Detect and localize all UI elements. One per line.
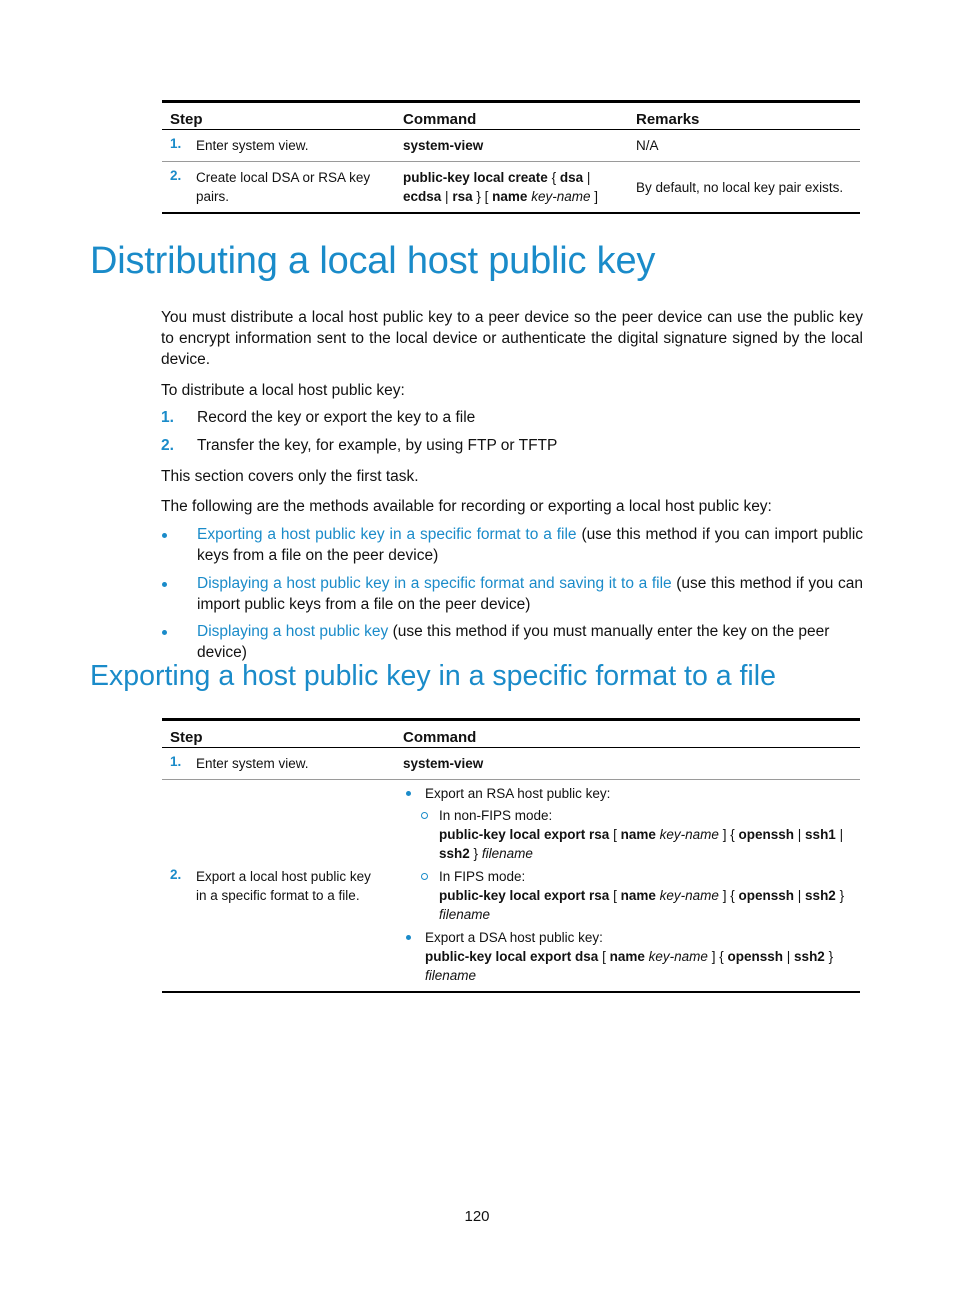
list-item — [161, 407, 863, 428]
step-desc: Enter system view. — [196, 138, 309, 153]
step-number: 2. — [161, 437, 174, 454]
step-text: Transfer the key, for example, by using FTP or TFTP — [197, 437, 558, 454]
section-title: Distributing a local host public key — [90, 240, 656, 282]
table-row — [162, 130, 860, 162]
methods-lead: The following are the methods available for recording or exporting a local host public key: — [161, 498, 772, 515]
fips-option — [421, 867, 852, 924]
table-row — [162, 162, 860, 214]
nonfips-label: In non-FIPS mode: — [439, 808, 553, 823]
circle-bullet-icon — [421, 873, 428, 880]
dsa-command: public-key local export dsa [ name key-name ] { openssh | ssh2 } filename — [425, 949, 834, 983]
dsa-label: Export a DSA host public key: — [425, 930, 603, 945]
method-desc: (use this method if you can import public keys from a file on the peer device) — [197, 526, 864, 564]
table-step-command — [162, 718, 860, 993]
header-command: Command — [395, 102, 628, 130]
method-desc: (use this method if you must manually enter the key on the peer device) — [197, 623, 830, 661]
step-number: 2. — [170, 866, 182, 882]
subsection-title: Exporting a host public key in a specific format to a file — [90, 660, 776, 692]
list-item — [161, 524, 863, 566]
remarks-text: N/A — [628, 130, 860, 162]
table-step-command-remarks — [162, 100, 860, 214]
step-number: 1. — [170, 754, 182, 769]
remarks-text: By default, no local key pair exists. — [628, 162, 860, 214]
bullet-icon — [162, 533, 167, 538]
method-link-display-save[interactable]: Displaying a host public key in a specific format and saving it to a file — [197, 575, 672, 592]
list-item — [161, 435, 863, 456]
header-step: Step — [162, 720, 395, 748]
page-number: 120 — [464, 1208, 490, 1225]
command-text: public-key local create { dsa | ecdsa | rsa } [ name key-name ] — [395, 162, 628, 214]
step-number: 1. — [161, 409, 174, 426]
nonfips-option — [421, 806, 852, 863]
method-desc: (use this method if you can import public keys from a file on the peer device) — [197, 575, 863, 613]
header-remarks: Remarks — [628, 102, 860, 130]
list-item — [161, 621, 863, 661]
step-desc: Create local DSA or RSA key pairs. — [196, 170, 371, 204]
circle-bullet-icon — [421, 812, 428, 819]
method-link-display[interactable]: Displaying a host public key — [197, 623, 389, 640]
header-step: Step — [162, 102, 395, 130]
list-item — [161, 573, 863, 615]
header-command: Command — [395, 720, 860, 748]
rsa-label: Export an RSA host public key: — [425, 786, 611, 801]
scope-paragraph: This section covers only the first task. — [161, 468, 419, 485]
step-number: 2. — [170, 168, 182, 183]
command-text: system-view — [403, 756, 484, 771]
nonfips-command: public-key local export rsa [ name key-name ] { openssh | ssh1 | ssh2 } filename — [439, 827, 844, 861]
bullet-icon — [406, 935, 411, 940]
rsa-option — [403, 784, 852, 803]
table-row — [162, 748, 860, 780]
step-number: 1. — [170, 136, 182, 151]
fips-command: public-key local export rsa [ name key-name ] { openssh | ssh2 } filename — [439, 888, 845, 922]
fips-label: In FIPS mode: — [439, 869, 526, 884]
bullet-icon — [162, 630, 167, 635]
method-link-export[interactable]: Exporting a host public key in a specific format to a file — [197, 526, 577, 543]
intro-paragraph: You must distribute a local host public key to a peer device so the peer device can use the public key to encrypt information sent to the local device or authenticate the digital signature signed by the local device. — [161, 309, 863, 368]
dsa-option — [403, 928, 852, 985]
table-row — [162, 780, 860, 993]
step-desc: Export a local host public key in a specific format to a file. — [196, 868, 371, 903]
bullet-icon — [162, 582, 167, 587]
bullet-icon — [406, 791, 411, 796]
step-desc: Enter system view. — [196, 756, 309, 771]
lead-paragraph: To distribute a local host public key: — [161, 382, 405, 399]
step-text: Record the key or export the key to a file — [197, 409, 476, 426]
command-text: system-view — [403, 138, 484, 153]
